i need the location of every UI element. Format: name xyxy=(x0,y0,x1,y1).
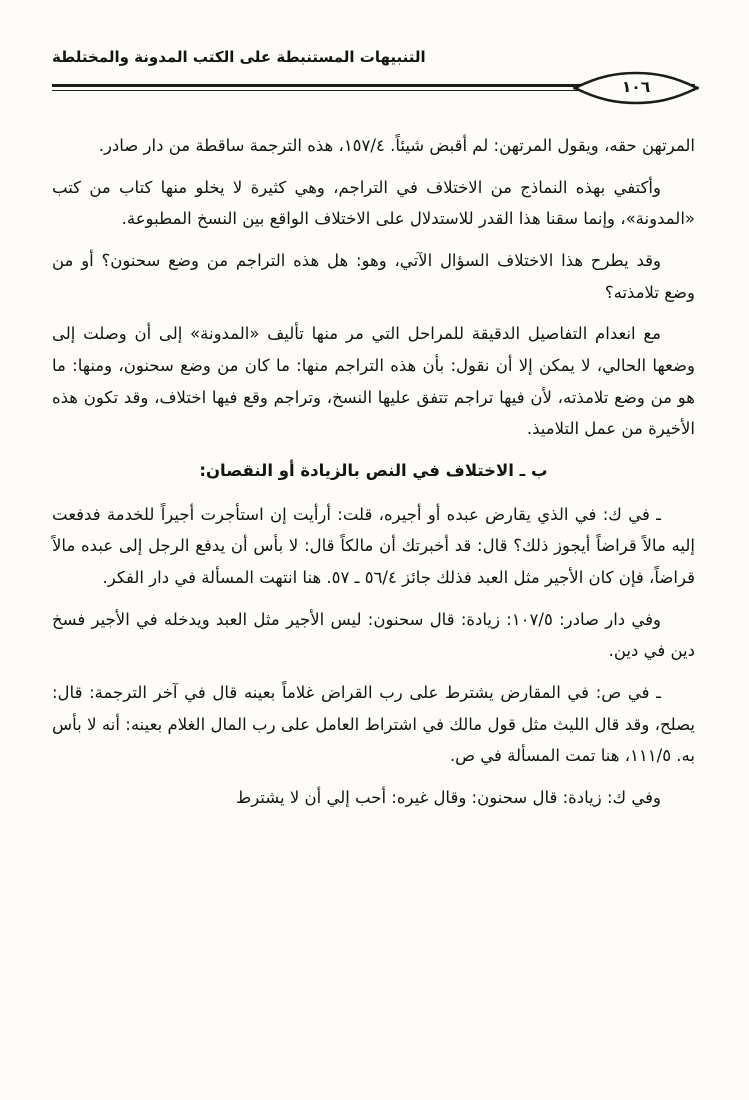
paragraph: المرتهن حقه، ويقول المرتهن: لم أقبض شيئاً. ١٥٧/٤، هذه الترجمة ساقطة من دار صادر. xyxy=(98,136,695,155)
page-number-ornament xyxy=(573,71,699,105)
running-title: التنبيهات المستنبطة على الكتب المدونة والمختلطة xyxy=(52,48,426,66)
paragraph: وقد يطرح هذا الاختلاف السؤال الآتي، وهو: هل هذه التراجم من وضع سحنون؟ أو من وضع تلامذته؟ xyxy=(52,251,695,302)
paragraph: ـ في ص: في المقارض يشترط على رب القراض غلاماً بعينه قال في آخر الترجمة: قال: يصلح، وقد قال الليث مثل قول مالك في اشتراط العامل على رب المال الغلام بعينه: أنه لا بأس به. ١١١/٥، هنا تمت المسألة في ص. xyxy=(52,683,695,766)
page-header xyxy=(52,46,695,104)
paragraph: وأكتفي بهذه النماذج من الاختلاف في التراجم، وهي كثيرة لا يخلو منها كتاب من كتب «المدونة»، وإنما سقنا هذا القدر للاستدلال على الاختلاف الواقع بين النسخ المطبوعة. xyxy=(52,177,695,229)
paragraph: وفي ك: زيادة: قال سحنون: وقال غيره: أحب إلي أن لا يشترط xyxy=(235,788,661,808)
paragraph: مع انعدام التفاصيل الدقيقة للمراحل التي مر منها تأليف «المدونة» إلى أن وصلت إلى وضعها الحالي، لا يمكن إلا أن نقول: بأن هذه التراجم منها: ما كان من وضع سحنون، ومنها: ما هو من وضع تلامذته، لأن فيها تراجم تتفق عليها النسخ، وتراجم وقع فيها اختلاف، وقد تكون هذه الأخيرة من عمل التلاميذ. xyxy=(52,324,695,439)
paragraph: ـ في ك: في الذي يقارض عبده أو أجيره، قلت: أرأيت إن استأجرت أجيراً للخدمة فدفعت إليه مالاً قراضاً أيجوز ذلك؟ قال: قد أخبرتك أن مالكاً قال: لا بأس أن يدفع الرجل إلى عبده مالاً قراضاً، فإن كان الأجير مثل العبد فذلك جائز ٥٦/٤ ـ ٥٧. هنا انتهت المسألة في دار الفكر. xyxy=(52,504,695,588)
page-number: ١٠٦ xyxy=(621,78,651,96)
paragraph: وفي دار صادر: ١٠٧/٥: زيادة: قال سحنون: ليس الأجير مثل العبد ويدخله في الأجير فسخ دين في دين. xyxy=(52,609,695,661)
section-heading: ب ـ الاختلاف في النص بالزيادة أو النقصان: xyxy=(199,461,548,481)
body-text xyxy=(52,130,695,814)
